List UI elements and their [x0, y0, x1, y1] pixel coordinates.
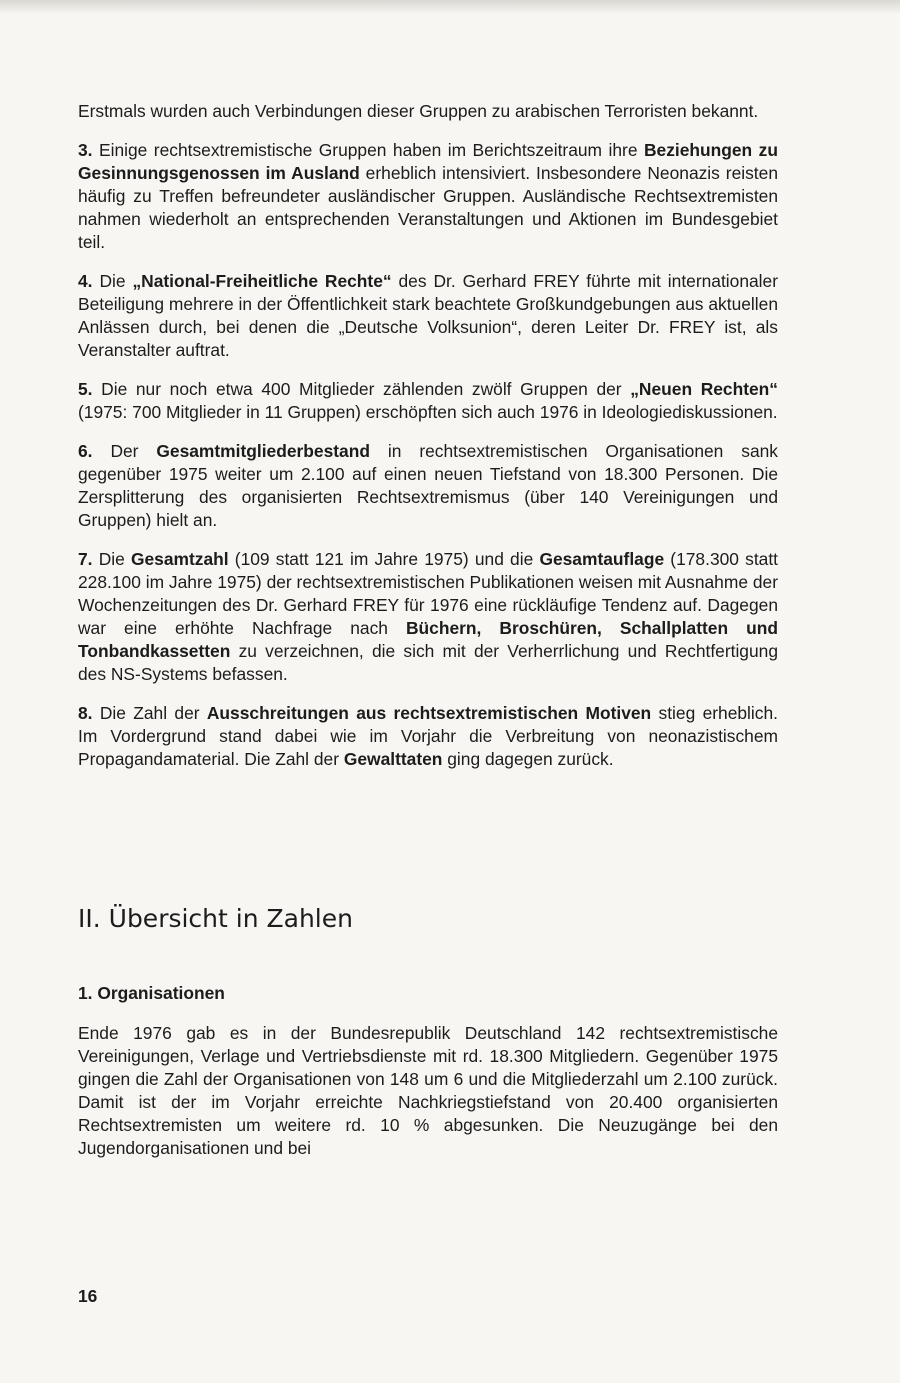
bold-phrase: Gesamtauflage — [539, 549, 665, 569]
text-run: Der — [110, 441, 157, 461]
paragraph-number: 8. — [78, 703, 93, 723]
bold-phrase: Ausschreitungen aus rechtsextremistischen Motiven — [206, 703, 652, 723]
bold-phrase: „Neuen Rechten“ — [630, 379, 778, 399]
text-run: Die Zahl der — [99, 703, 207, 723]
text-run: (178.300 statt 228.100 im Jahre 1975) der rechtsextremistischen Publikationen weisen mit Ausnahme der Wochenzeitungen des Dr. Gerhard FREY für 1976 eine rückläufige Tendenz auf. Dagegen war eine erhöhte Nachfrage nach — [78, 549, 778, 638]
section-heading: II. Übersicht in Zahlen — [78, 904, 353, 933]
text-run: erheblich intensiviert. Insbesondere Neonazis reisten häufig zu Treffen befreundeter ausländischer Gruppen. Ausländische Rechtsextremisten nahmen wiederholt an entsprechenden Veranstaltungen und Aktionen im Bundesgebiet teil. — [78, 163, 778, 252]
text-run: in rechtsextremistischen Organisationen sank gegenüber 1975 weiter um 2.100 auf einen neuen Tiefstand von 18.300 Personen. Die Zersplitterung des organisierten Rechtsextremismus (über 140 Vereinigungen und Gruppen) hielt an. — [78, 441, 778, 530]
paragraph-7 — [78, 702, 778, 771]
bold-phrase: Beziehungen zu Gesinnungsgenossen im Ausland — [78, 140, 778, 183]
bold-phrase: Gesamtzahl — [130, 549, 229, 569]
text-run: stieg erheblich. Im Vordergrund stand dabei wie im Vorjahr die Verbreitung von neonazistischem Propagandamaterial. Die Zahl der — [78, 703, 778, 769]
text-run: (1975: 700 Mitglieder in 11 Gruppen) erschöpften sich auch 1976 in Ideologiediskussionen. — [78, 402, 778, 422]
paragraph-2 — [78, 139, 778, 254]
subsection-heading: 1. Organisationen — [78, 983, 225, 1003]
text-run: Die — [98, 549, 131, 569]
numbered-paragraphs — [78, 100, 778, 771]
paragraph-6 — [78, 548, 778, 686]
page-body — [78, 100, 778, 1160]
text-run: Die nur noch etwa 400 Mitglieder zählenden zwölf Gruppen der — [101, 379, 631, 399]
bold-phrase: „National-Freiheitliche Rechte“ — [132, 271, 392, 291]
page-top-edge — [0, 0, 900, 14]
paragraph-number: 7. — [78, 549, 93, 569]
paragraph-1 — [78, 100, 778, 123]
text-run: Erstmals wurden auch Verbindungen dieser Gruppen zu arabischen Terroristen bekannt. — [78, 101, 759, 121]
section-body-paragraph: Ende 1976 gab es in der Bundesrepublik Deutschland 142 rechtsextremistische Vereinigungen, Verlage und Vertriebsdienste mit rd. 18.300 Mitgliedern. Gegenüber 1975 gingen die Zahl der Organisationen von 148 um 6 und die Mitgliederzahl um 2.100 zurück. Damit ist der im Vorjahr erreichte Nachkriegstiefstand von 20.400 organisierten Rechtsextremisten um weitere rd. 10 % abgesunken. Die Neuzugänge bei den Jugendorganisationen und bei — [78, 1023, 778, 1158]
text-run: des Dr. Gerhard FREY führte mit internationaler Beteiligung mehrere in der Öffentlichkeit stark beachtete Großkundgebungen aus aktuellen Anlässen durch, bei denen die „Deutsche Volksunion“, deren Leiter Dr. FREY ist, als Veranstalter auftrat. — [78, 271, 778, 360]
paragraph-4 — [78, 378, 778, 424]
text-run: Die — [99, 271, 133, 291]
paragraph-number: 5. — [78, 379, 93, 399]
paragraph-3 — [78, 270, 778, 362]
text-run: Einige rechtsextremistische Gruppen haben im Berichtszeitraum ihre — [98, 140, 644, 160]
text-run: ging dagegen zurück. — [442, 749, 614, 769]
text-run: zu verzeichnen, die sich mit der Verherrlichung und Rechtfertigung des NS-Systems befassen. — [78, 641, 778, 684]
paragraph-number: 6. — [78, 441, 93, 461]
paragraph-number: 3. — [78, 140, 93, 160]
page-number: 16 — [78, 1286, 98, 1306]
bold-phrase: Gesamtmitgliederbestand — [156, 441, 370, 461]
bold-phrase: Gewalttaten — [343, 749, 443, 769]
paragraph-5 — [78, 440, 778, 532]
bold-phrase: Büchern, Broschüren, Schallplatten und Tonbandkassetten — [78, 618, 778, 661]
paragraph-number: 4. — [78, 271, 93, 291]
text-run: (109 statt 121 im Jahre 1975) und die — [228, 549, 540, 569]
